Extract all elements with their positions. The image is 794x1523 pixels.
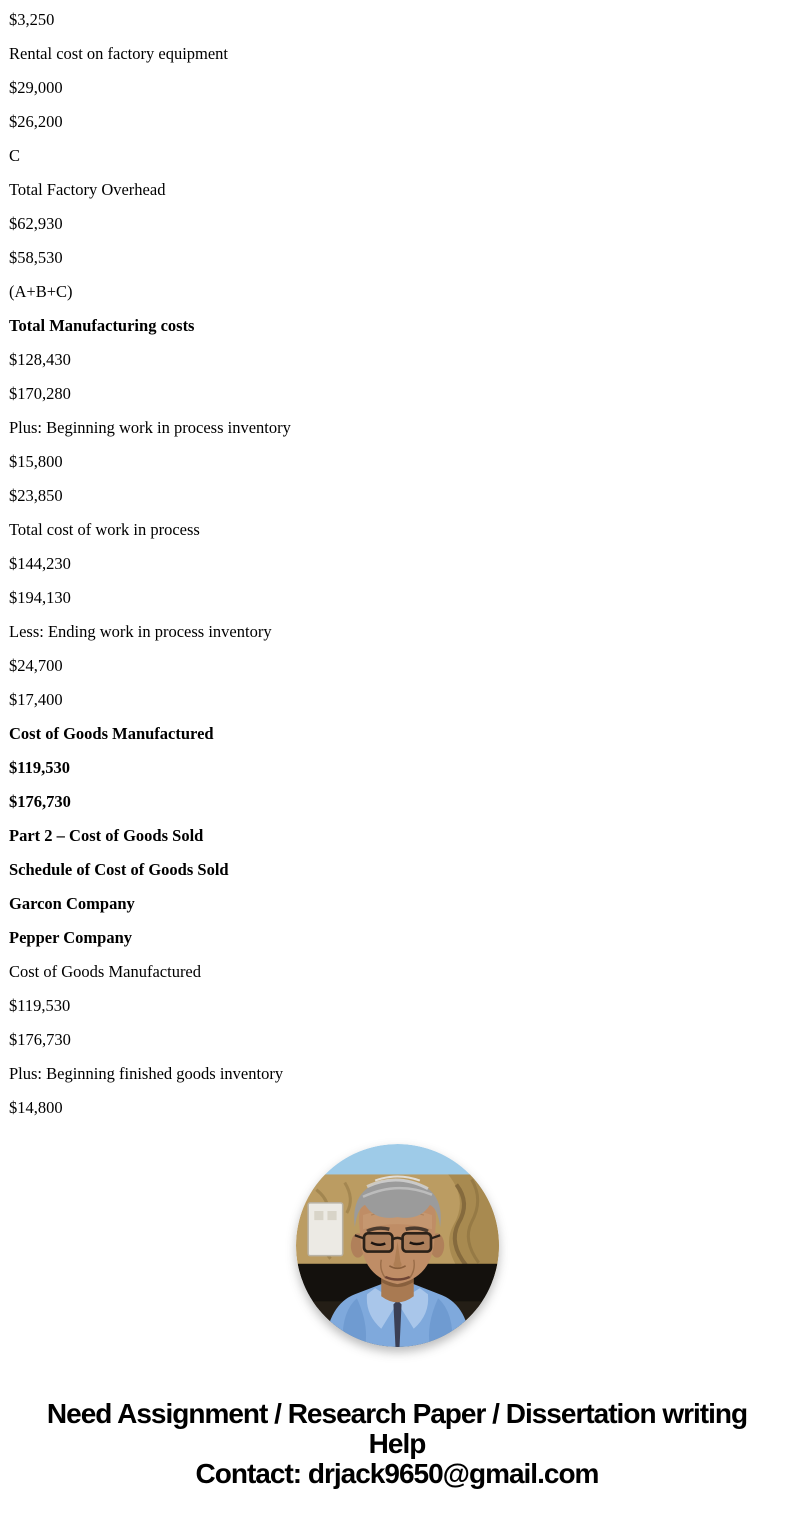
document-line: Rental cost on factory equipment [9, 44, 229, 63]
document-line: Pepper Company [9, 928, 132, 947]
document-line: $144,230 [9, 554, 71, 573]
avatar [296, 1144, 499, 1347]
document-line: $62,930 [9, 214, 63, 233]
document-line: $58,530 [9, 248, 63, 267]
document-line: $170,280 [9, 384, 71, 403]
document-line: $119,530 [9, 758, 70, 777]
document-line: $119,530 [9, 996, 71, 1015]
tutor-portrait-image [296, 1144, 499, 1347]
document-line: $194,130 [9, 588, 71, 607]
footer-banner [0, 1399, 794, 1489]
document-line: Less: Ending work in process inventory [9, 622, 272, 641]
document-line: Plus: Beginning work in process inventory [9, 418, 291, 437]
document-line: Plus: Beginning finished goods inventory [9, 1064, 284, 1083]
document-line: $24,700 [9, 656, 63, 675]
document-line: $15,800 [9, 452, 63, 471]
document-line: Total cost of work in process [9, 520, 200, 539]
document-line: $26,200 [9, 112, 63, 131]
document-line: C [9, 146, 21, 165]
document-line: Schedule of Cost of Goods Sold [9, 860, 229, 879]
document-line: Total Manufacturing costs [9, 316, 195, 335]
footer-contact-email: Contact: drjack9650@gmail.com [195, 1458, 599, 1489]
document-line: Garcon Company [9, 894, 135, 913]
document-line: $14,800 [9, 1098, 63, 1117]
document-line: $176,730 [9, 792, 71, 811]
document-line: Cost of Goods Manufactured [9, 724, 214, 743]
document-line: (A+B+C) [9, 282, 73, 301]
document-line: $3,250 [9, 10, 55, 29]
document-line: Total Factory Overhead [9, 180, 166, 199]
document-line: $23,850 [9, 486, 63, 505]
document-line: $176,730 [9, 1030, 71, 1049]
document-line: Cost of Goods Manufactured [9, 962, 202, 981]
document-line: $17,400 [9, 690, 63, 709]
document-line: Part 2 – Cost of Goods Sold [9, 826, 204, 845]
footer-heading: Need Assignment / Research Paper / Dissertation writing Help [46, 1398, 748, 1459]
document-line: $29,000 [9, 78, 63, 97]
document-line: $128,430 [9, 350, 71, 369]
